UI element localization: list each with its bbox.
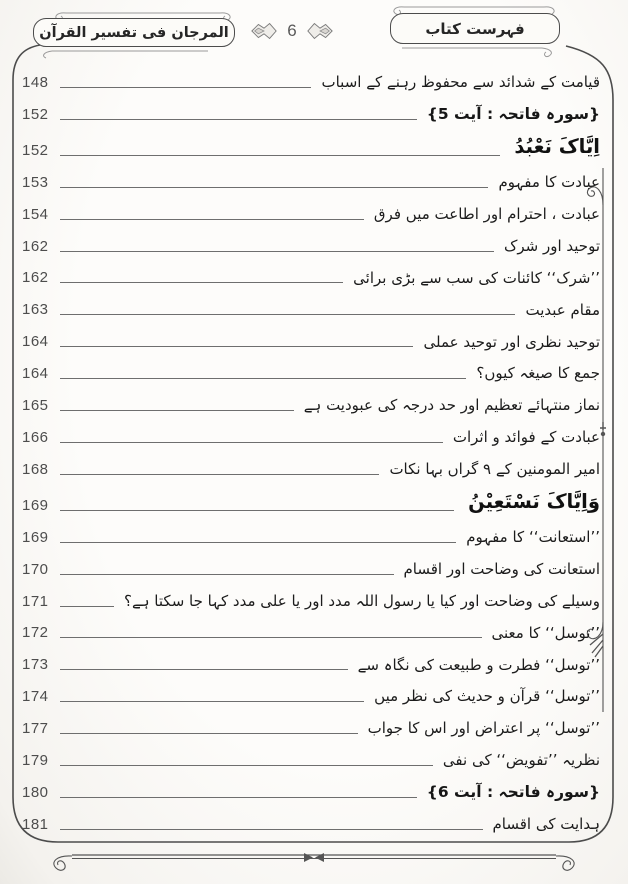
toc-page-number: 168 — [22, 460, 49, 478]
toc-page-number: 171 — [22, 592, 49, 610]
toc-entry — [22, 289, 600, 319]
leader-line — [60, 442, 443, 443]
toc-entry — [22, 740, 600, 770]
toc-entry — [22, 708, 600, 738]
toc-entry-title: استعانت کی وضاحت اور اقسام — [403, 559, 600, 578]
toc-entry — [22, 62, 600, 92]
toc-page-number: 162 — [22, 269, 49, 287]
toc-page-number: 172 — [22, 624, 49, 642]
leader-line — [60, 669, 348, 670]
toc-page-number: 165 — [22, 397, 49, 415]
toc-page-number: 152 — [22, 105, 49, 123]
toc-entry-title: ’’استعانت‘‘ کا مفہوم — [466, 527, 600, 546]
leader-line — [60, 510, 454, 511]
toc-entry — [22, 772, 600, 802]
toc-entry — [22, 676, 600, 706]
contents-title-cartouche — [390, 13, 560, 44]
leader-line — [60, 765, 433, 766]
leader-line — [60, 219, 364, 220]
bottom-rule-ornament — [54, 853, 574, 870]
toc-entry — [22, 94, 600, 124]
toc-entry — [22, 126, 600, 160]
toc-entry-title: نظریہ ’’تفویض‘‘ کی نفی — [442, 751, 600, 770]
leader-line — [60, 701, 364, 702]
toc-entry — [22, 226, 600, 256]
leader-line — [60, 542, 456, 543]
leader-line — [60, 282, 343, 283]
toc-entry — [22, 804, 600, 834]
toc-entry — [22, 549, 600, 579]
leader-line — [60, 155, 500, 156]
toc-entry-title: امیر المومنین کے ۹ گراں بہا نکات — [389, 460, 600, 479]
toc-page-number: 181 — [22, 815, 49, 833]
toc-page-number: 169 — [22, 528, 49, 546]
toc-entry-title: {سورہ فاتحہ : آیت 6} — [426, 782, 600, 801]
toc-entry — [22, 481, 600, 515]
toc-entry — [22, 162, 600, 192]
toc-entry-title: ’’توسل‘‘ قرآن و حدیث کی نظر میں — [374, 687, 600, 706]
toc-entry-title: قیامت کے شدائد سے محفوظ رہنے کے اسباب — [321, 73, 600, 92]
leader-line — [60, 187, 488, 188]
toc-entry — [22, 353, 600, 383]
toc-entry-title: توحید نظری اور توحید عملی — [423, 332, 600, 351]
toc-entry-title: وَاِیَّاکَ نَسْتَعِیْنُ — [468, 490, 600, 514]
leader-line — [60, 574, 394, 575]
leader-line — [60, 346, 413, 347]
toc-entry-title: عبادت ، احترام اور اطاعت میں فرق — [373, 204, 600, 223]
toc-page-number: 152 — [22, 141, 49, 159]
leader-line — [60, 474, 379, 475]
page-number: 6 — [287, 21, 297, 40]
leader-line — [60, 410, 294, 411]
leader-line — [60, 314, 515, 315]
fleuron-right-icon — [306, 20, 334, 42]
toc-entry — [22, 321, 600, 351]
toc-entry — [22, 581, 600, 611]
toc-entry-title: جمع کا صیغہ کیوں؟ — [476, 364, 600, 383]
leader-line — [60, 378, 466, 379]
toc-page-number: 166 — [22, 428, 49, 446]
contents-title: فہرست کتاب — [425, 19, 525, 38]
toc-page-number: 162 — [22, 237, 49, 255]
toc-entry — [22, 417, 600, 447]
toc-page-number: 180 — [22, 783, 49, 801]
toc-page-number: 164 — [22, 333, 49, 351]
toc-page-number: 169 — [22, 496, 49, 514]
toc-page-number: 153 — [22, 173, 49, 191]
toc-entry-title: عبادت کا مفہوم — [498, 172, 600, 191]
toc-page-number: 173 — [22, 656, 49, 674]
toc-entry-title: ’’شرک‘‘ کائنات کی سب سے بڑی برائی — [353, 268, 600, 287]
toc-page-number: 170 — [22, 560, 49, 578]
toc-entry — [22, 257, 600, 287]
leader-line — [60, 87, 311, 88]
toc-entry-title: توحید اور شرک — [503, 236, 600, 255]
book-title-cartouche — [33, 18, 235, 47]
toc-entry-title: ’’توسل‘‘ کا معنی — [491, 623, 600, 642]
leader-line — [60, 606, 114, 607]
toc-entry — [22, 644, 600, 674]
toc-entry — [22, 449, 600, 479]
toc-entry-title: {سورہ فاتحہ : آیت 5} — [426, 104, 600, 123]
table-of-contents — [22, 62, 600, 834]
toc-page-number: 179 — [22, 752, 49, 770]
toc-page-number: 174 — [22, 688, 49, 706]
toc-entry — [22, 517, 600, 547]
fleuron-left-icon — [250, 20, 278, 42]
toc-entry-title: اِیَّاکَ نَعْبُدُ — [514, 135, 600, 159]
leader-line — [60, 637, 482, 638]
toc-page-number: 154 — [22, 205, 49, 223]
toc-entry-title: ’’توسل‘‘ فطرت و طبیعت کی نگاہ سے — [357, 655, 600, 674]
toc-page-number: 163 — [22, 301, 49, 319]
page-number-group — [242, 17, 342, 45]
toc-entry-title: ہدایت کی اقسام — [492, 815, 600, 834]
toc-entry — [22, 385, 600, 415]
toc-entry-title: مقام عبدیت — [525, 300, 600, 319]
toc-page-number: 164 — [22, 365, 49, 383]
toc-entry-title: نماز منتہائے تعظیم اور حد درجہ کی عبودیت ہے — [303, 396, 600, 415]
toc-entry — [22, 194, 600, 224]
toc-entry-title: وسیلے کی وضاحت اور کیا یا رسول اللہ مدد اور یا علی مدد کہا جا سکتا ہے؟ — [124, 591, 600, 610]
leader-line — [60, 733, 358, 734]
toc-entry-title: عبادت کے فوائد و اثرات — [452, 428, 600, 447]
book-title: المرجان فی تفسیر القرآن — [39, 24, 229, 41]
toc-page-number: 177 — [22, 720, 49, 738]
toc-entry-title: ’’توسل‘‘ پر اعتراض اور اس کا جواب — [367, 719, 600, 738]
toc-entry — [22, 612, 600, 642]
toc-page-number: 148 — [22, 74, 49, 91]
leader-line — [60, 251, 494, 252]
leader-line — [60, 797, 417, 798]
leader-line — [60, 829, 483, 830]
leader-line — [60, 119, 417, 120]
